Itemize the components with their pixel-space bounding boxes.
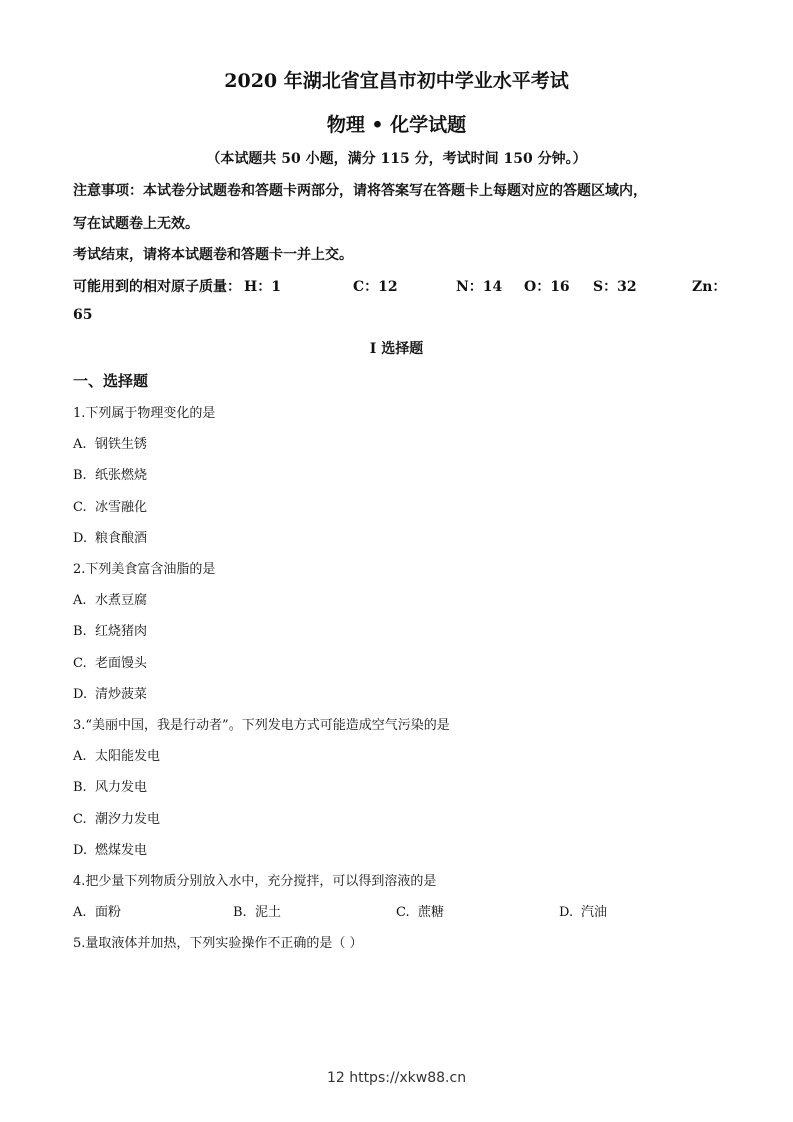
option-label: C. bbox=[73, 656, 87, 671]
option-label: B. bbox=[73, 624, 87, 639]
question-3-option-a bbox=[73, 745, 160, 764]
option-text: 汽油 bbox=[581, 905, 608, 920]
option-text: 钢铁生锈 bbox=[95, 437, 148, 452]
option-label: A. bbox=[73, 437, 87, 452]
option-label: D. bbox=[73, 843, 88, 858]
option-text: 老面馒头 bbox=[95, 656, 148, 671]
question-1-option-d bbox=[73, 527, 147, 546]
atomic-mass-c: C：12 bbox=[353, 279, 398, 295]
option-label: C. bbox=[73, 812, 87, 827]
option-label: B. bbox=[233, 905, 247, 920]
option-label: A. bbox=[73, 593, 87, 608]
question-2-option-b bbox=[73, 620, 147, 639]
option-text: 红烧猪肉 bbox=[95, 624, 148, 639]
option-label: B. bbox=[73, 468, 87, 483]
exam-title: 2020 年湖北省宜昌市初中学业水平考试 bbox=[224, 70, 569, 92]
option-label: A. bbox=[73, 905, 87, 920]
question-3-stem: 3.“美丽中国，我是行动者”。下列发电方式可能造成空气污染的是 bbox=[73, 718, 450, 733]
question-1-option-a bbox=[73, 433, 147, 452]
question-2-stem: 2.下列美食富含油脂的是 bbox=[73, 562, 216, 577]
question-3-option-d bbox=[73, 839, 147, 858]
question-2-option-c bbox=[73, 652, 147, 671]
question-5-stem: 5.量取液体并加热，下列实验操作不正确的是（ ） bbox=[73, 936, 363, 951]
option-text: 纸张燃烧 bbox=[95, 468, 148, 483]
atomic-mass-zn-value: 65 bbox=[73, 307, 93, 323]
option-label: D. bbox=[73, 531, 88, 546]
option-label: D. bbox=[559, 905, 574, 920]
option-text: 潮汐力发电 bbox=[95, 812, 161, 827]
question-1-option-c bbox=[73, 496, 147, 515]
exam-info: （本试题共 50 小题，满分 115 分，考试时间 150 分钟。） bbox=[206, 151, 587, 167]
question-1-stem: 1.下列属于物理变化的是 bbox=[73, 406, 216, 421]
notes-line-2: 写在试题卷上无效。 bbox=[73, 216, 199, 232]
atomic-mass-label: 可能用到的相对原子质量： bbox=[73, 279, 241, 295]
option-text: 冰雪融化 bbox=[95, 500, 148, 515]
option-text: 粮食酿酒 bbox=[95, 531, 148, 546]
option-label: D. bbox=[73, 687, 88, 702]
option-text: 太阳能发电 bbox=[95, 749, 161, 764]
atomic-mass-h: H：1 bbox=[244, 279, 281, 295]
question-3-option-c bbox=[73, 808, 160, 827]
question-2-option-d bbox=[73, 683, 147, 702]
option-text: 面粉 bbox=[95, 905, 122, 920]
question-4-stem: 4.把少量下列物质分别放入水中，充分搅拌，可以得到溶液的是 bbox=[73, 874, 437, 889]
option-label: C. bbox=[396, 905, 410, 920]
notes-line-3: 考试结束，请将本试题卷和答题卡一并上交。 bbox=[73, 247, 353, 263]
option-text: 蔗糖 bbox=[418, 905, 445, 920]
option-text: 水煮豆腐 bbox=[95, 593, 148, 608]
option-text: 泥土 bbox=[255, 905, 282, 920]
atomic-mass-o: O：16 bbox=[524, 279, 570, 295]
option-label: C. bbox=[73, 500, 87, 515]
option-label: B. bbox=[73, 780, 87, 795]
page-footer: 12 https://xkw88.cn bbox=[326, 1070, 467, 1086]
question-2-option-a bbox=[73, 589, 147, 608]
section-title: I 选择题 bbox=[369, 341, 424, 357]
notes-line-1: 注意事项：本试卷分试题卷和答题卡两部分，请将答案写在答题卡上每题对应的答题区域内， bbox=[73, 183, 647, 199]
atomic-mass-n: N：14 bbox=[456, 279, 503, 295]
atomic-mass-s: S：32 bbox=[593, 279, 637, 295]
question-4-option-d bbox=[559, 901, 607, 920]
atomic-mass-zn: Zn： bbox=[692, 279, 727, 295]
option-label: A. bbox=[73, 749, 87, 764]
exam-subtitle: 物理 • 化学试题 bbox=[326, 114, 467, 136]
question-4-option-a bbox=[73, 901, 121, 920]
part-title: 一、选择题 bbox=[73, 372, 149, 390]
question-3-option-b bbox=[73, 776, 147, 795]
question-4-option-c bbox=[396, 901, 444, 920]
option-text: 风力发电 bbox=[95, 780, 148, 795]
question-1-option-b bbox=[73, 464, 147, 483]
option-text: 燃煤发电 bbox=[95, 843, 148, 858]
option-text: 清炒菠菜 bbox=[95, 687, 148, 702]
question-4-option-b bbox=[233, 901, 281, 920]
